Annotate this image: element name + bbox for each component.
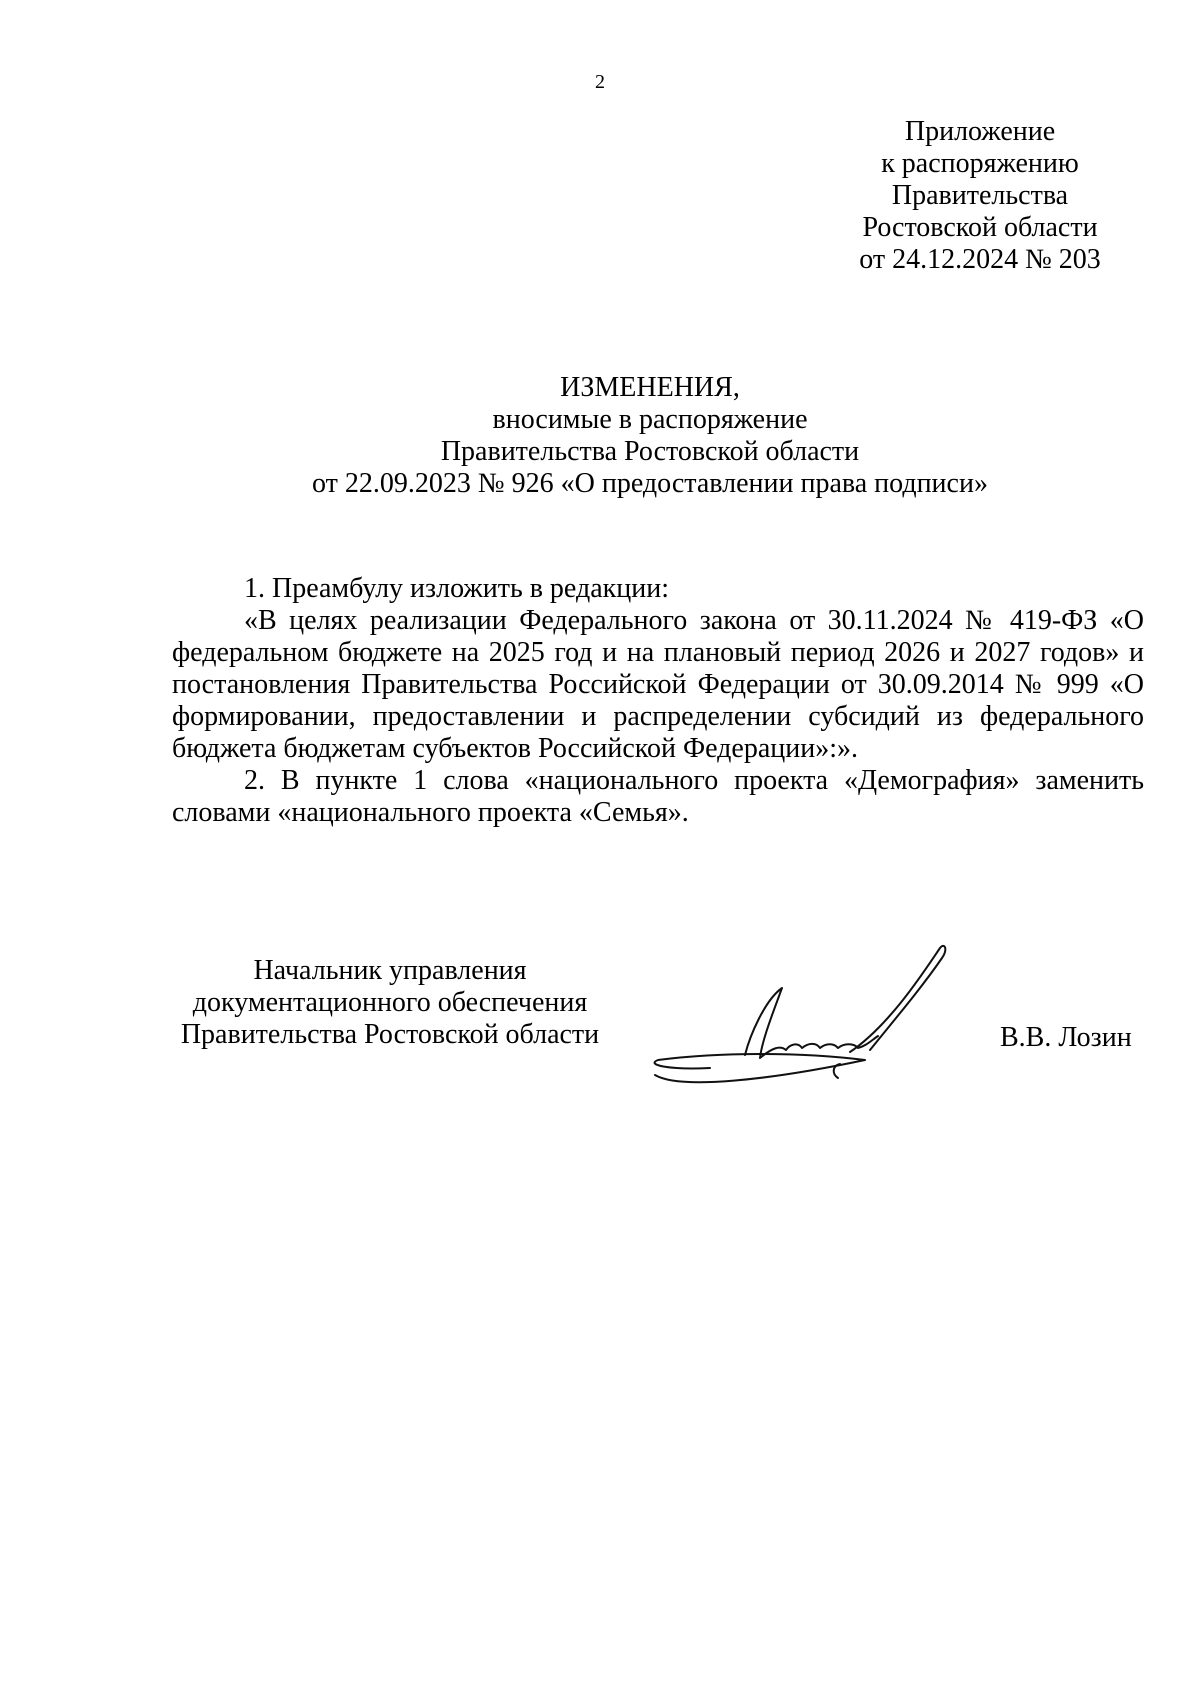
signer-position	[170, 955, 610, 1051]
handwritten-signature	[650, 940, 990, 1090]
signer-position-line: Правительства Ростовской области	[180, 1019, 600, 1050]
title-line: вносимые в распоряжение	[492, 404, 808, 435]
appendix-line: Правительства	[891, 180, 1069, 211]
paragraph-3: 2. В пункте 1 слова «национального проекта «Демография» заменить словами «национального проекта «Семья».	[172, 765, 1144, 828]
appendix-block	[820, 116, 1140, 276]
signer-name: В.В. Лозин	[1000, 1022, 1132, 1053]
signer-position-line: документационного обеспечения	[192, 987, 588, 1018]
appendix-line: от 24.12.2024 № 203	[859, 244, 1101, 275]
title-heading: ИЗМЕНЕНИЯ,	[560, 372, 740, 403]
document-body	[172, 573, 1144, 829]
document-title	[150, 372, 1150, 500]
signer-position-line: Начальник управления	[253, 955, 527, 986]
title-line: от 22.09.2023 № 926 «О предоставлении права подписи»	[312, 468, 988, 499]
page-number: 2	[595, 71, 605, 93]
appendix-line: к распоряжению	[881, 148, 1079, 179]
appendix-line: Ростовской области	[862, 212, 1098, 243]
title-line: Правительства Ростовской области	[440, 436, 860, 467]
paragraph-2: «В целях реализации Федерального закона от 30.11.2024 № 419-ФЗ «О федеральном бюджете на 2025 год и на плановый период 2026 и 2027 годов» и постановления Правительства Российской Федерации от 30.09.2014 № 999 «О формировании, предоставлении и распределении субсидий из федерального бюджета бюджетам субъектов Российской Федерации»:».	[172, 605, 1144, 764]
appendix-line: Приложение	[904, 116, 1056, 147]
paragraph-1: 1. Преамбулу изложить в редакции:	[244, 573, 670, 604]
